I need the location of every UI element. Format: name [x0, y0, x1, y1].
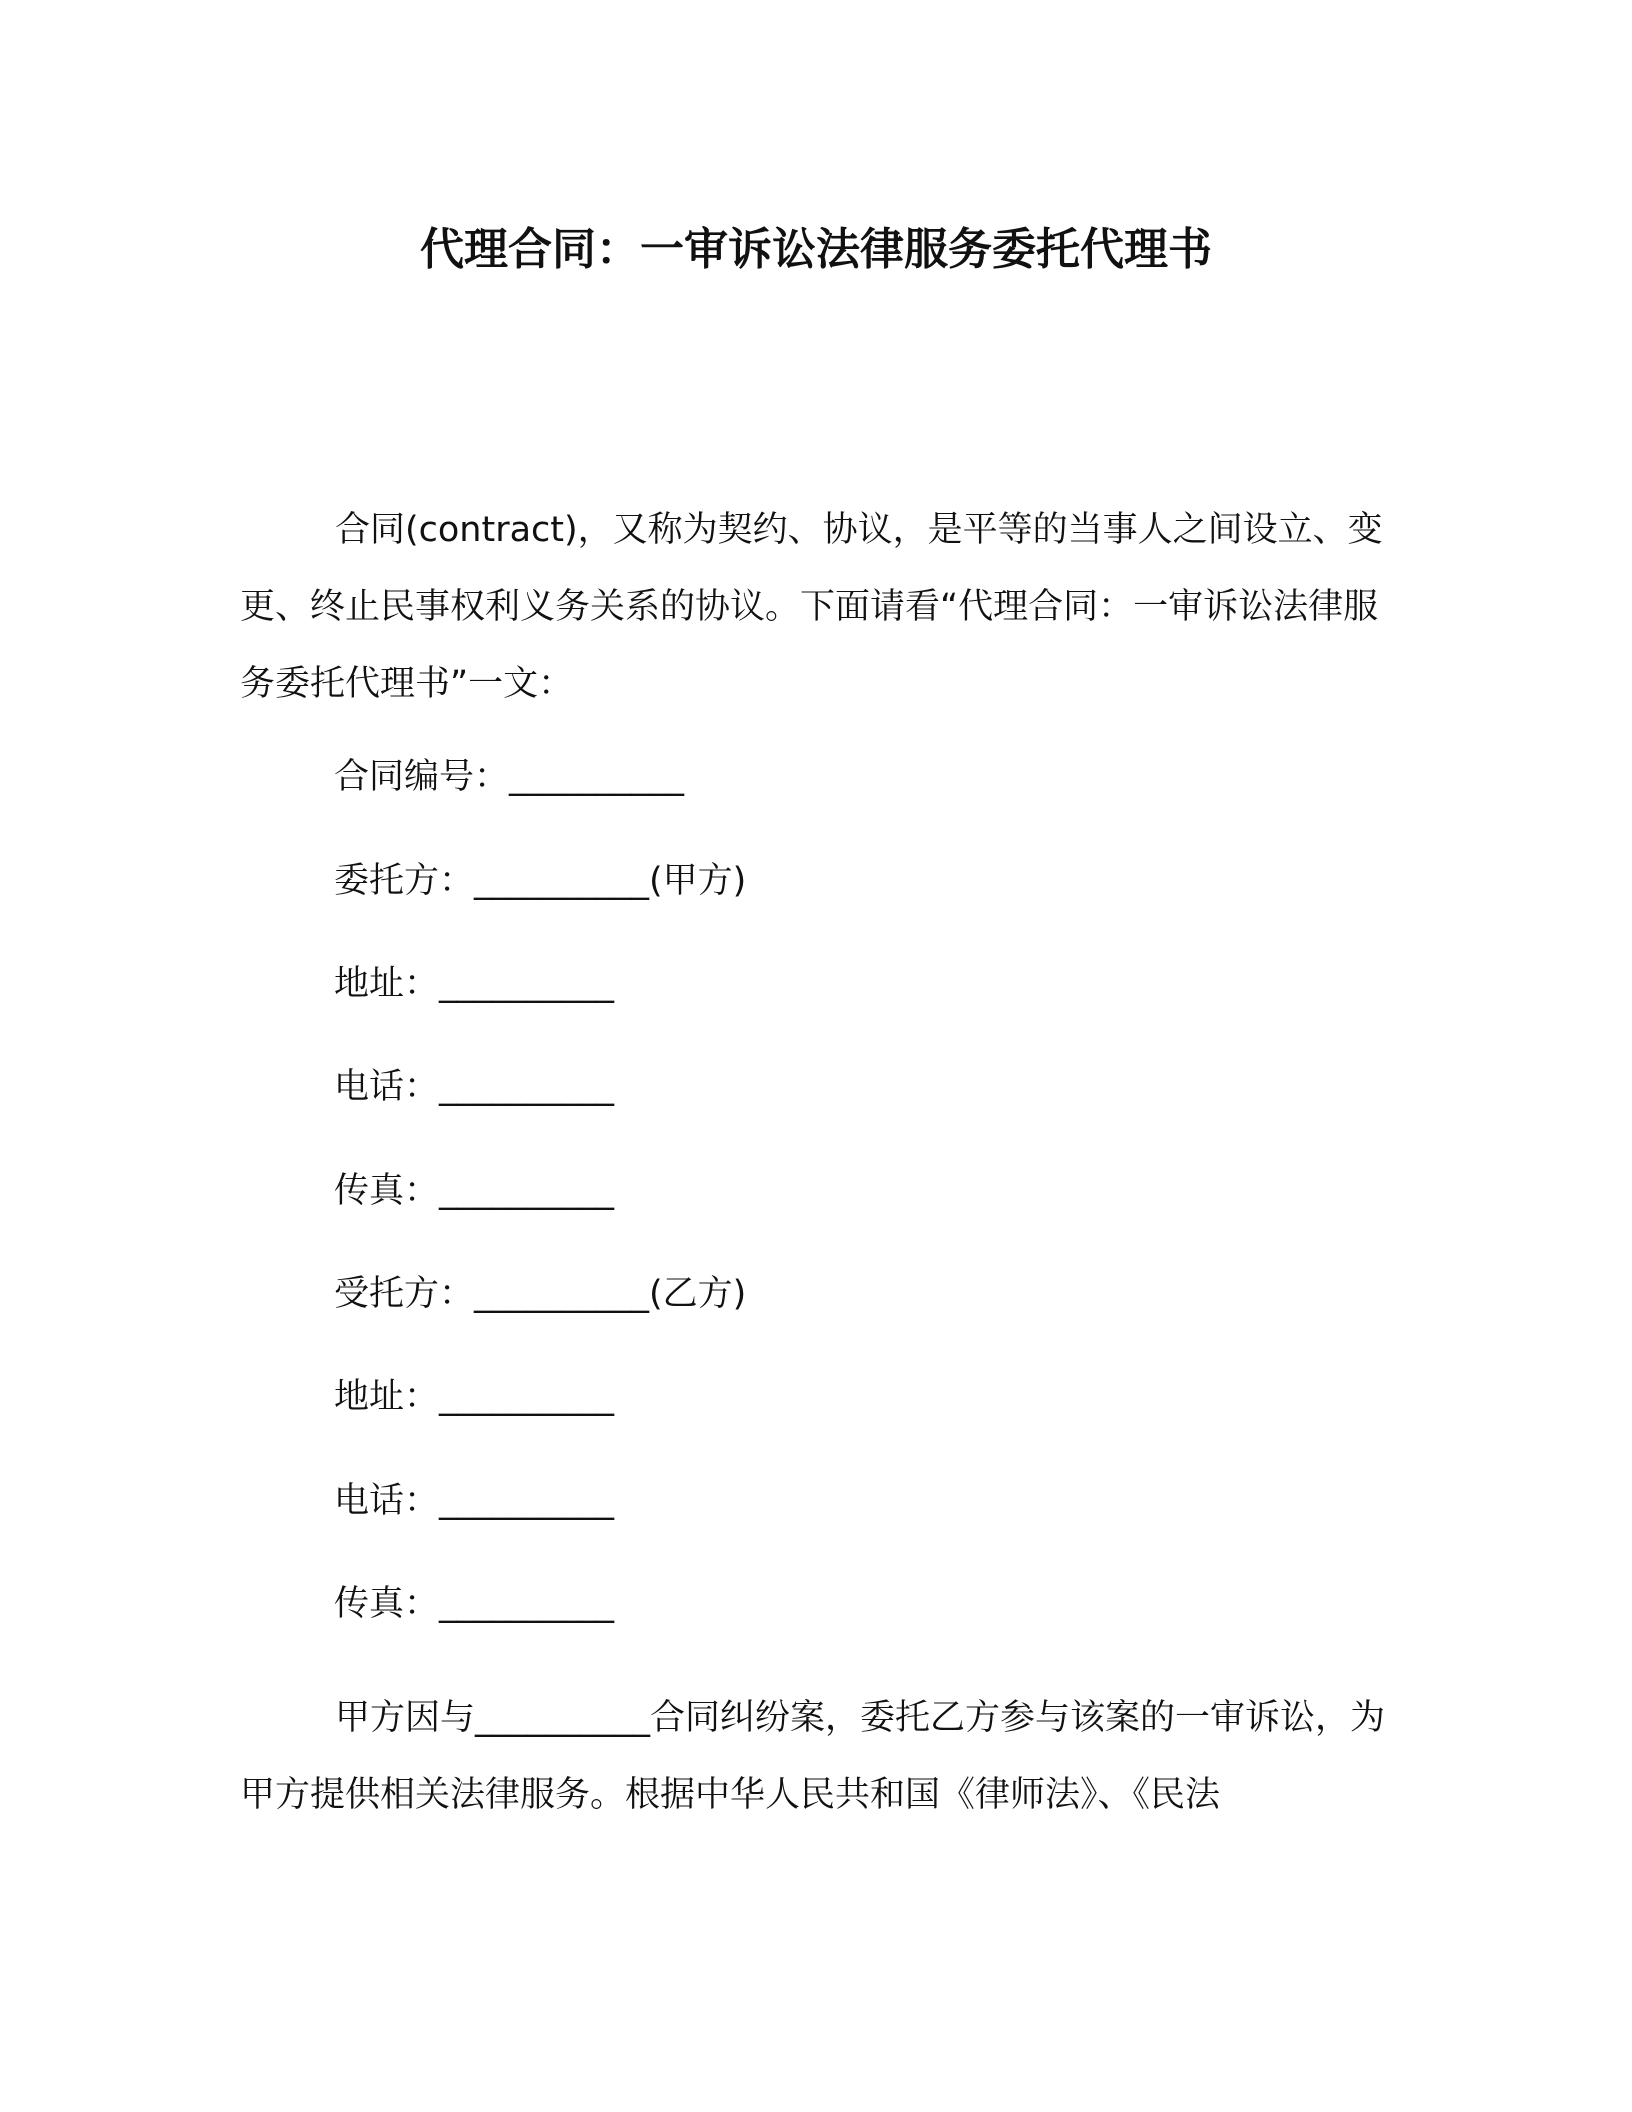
- principal-fax-field: 传真：__________: [334, 1171, 615, 1211]
- principal-phone-field: 电话：__________: [334, 1067, 615, 1107]
- agent-address-field: 地址：__________: [334, 1377, 615, 1417]
- agent-phone-field: 电话：__________: [334, 1481, 615, 1521]
- contract-number-field: 合同编号：__________: [334, 757, 685, 797]
- principal-field: 委托方：__________(甲方): [334, 861, 747, 901]
- document-title: 代理合同：一审诉讼法律服务委托代理书: [420, 224, 1212, 275]
- agent-field: 受托方：__________(乙方): [334, 1274, 747, 1314]
- agent-fax-field: 传真：__________: [334, 1584, 615, 1624]
- principal-address-field: 地址：__________: [334, 964, 615, 1004]
- intro-paragraph: 合同(contract)，又称为契约、协议，是平等的当事人之间设立、变更、终止民事权利义务关系的协议。下面请看“代理合同：一审诉讼法律服务委托代理书”一文：: [240, 510, 1383, 704]
- closing-paragraph: 甲方因与__________合同纠纷案，委托乙方参与该案的一审诉讼，为甲方提供相关法律服务。根据中华人民共和国《律师法》、《民法: [240, 1698, 1386, 1815]
